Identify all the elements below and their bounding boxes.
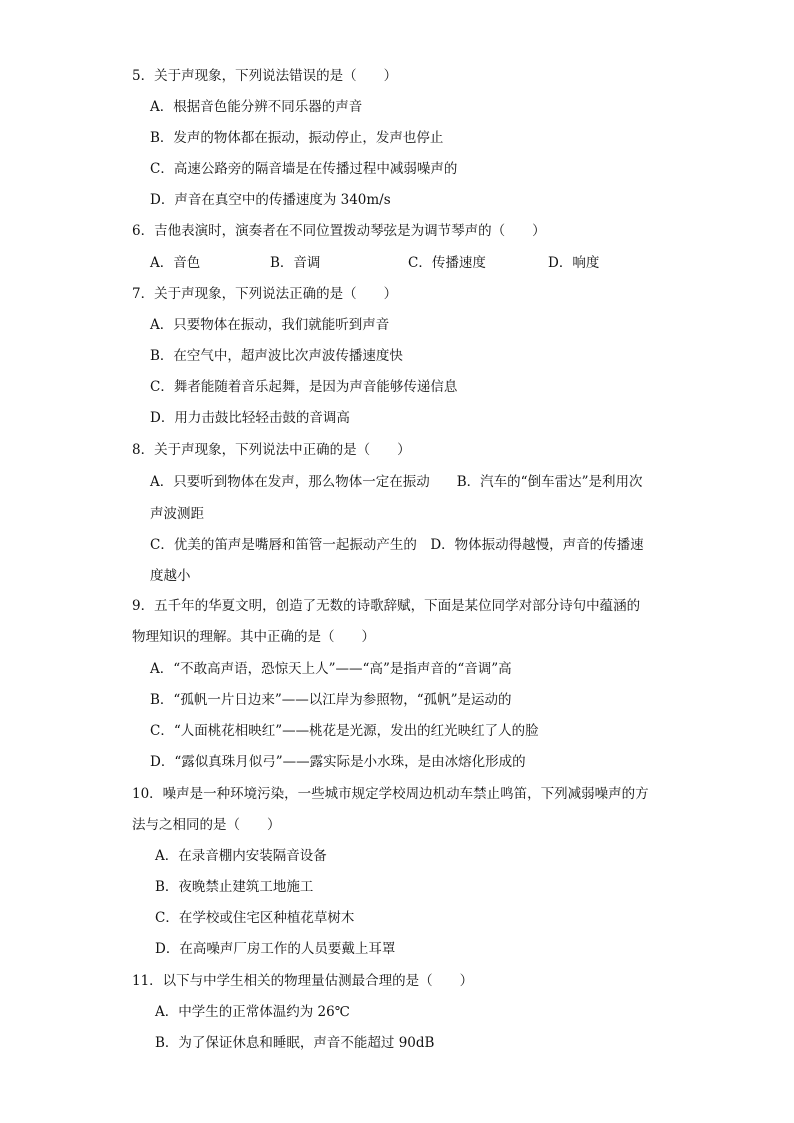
question-11-option-a: A．中学生的正常体温约为 26℃ <box>155 1004 350 1020</box>
question-9-stem-line-1: 9．五千年的华夏文明，创造了无数的诗歌辞赋，下面是某位同学对部分诗句中蕴涵的 <box>132 598 641 614</box>
question-6-option-a: A．音色 <box>150 255 201 271</box>
question-5-option-d: D．声音在真空中的传播速度为 340m/s <box>150 192 391 208</box>
question-9-option-d: D．“露似真珠月似弓”——露实际是小水珠，是由冰熔化形成的 <box>150 754 526 770</box>
question-9-option-b: B．“孤帆一片日边来”——以江岸为参照物，“孤帆”是运动的 <box>150 692 512 708</box>
question-8-options-line-3: C．优美的笛声是嘴唇和笛管一起振动产生的 D．物体振动得越慢，声音的传播速 <box>150 537 644 553</box>
question-10-option-d: D．在高噪声厂房工作的人员要戴上耳罩 <box>155 941 396 957</box>
question-11-option-b: B．为了保证休息和睡眠，声音不能超过 90dB <box>155 1035 435 1051</box>
question-6-option-b: B．音调 <box>270 255 321 271</box>
question-6-stem: 6．吉他表演时，演奏者在不同位置拨动琴弦是为调节琴声的（ ） <box>132 223 546 239</box>
question-6-option-d: D．响度 <box>548 255 600 271</box>
question-8-options-line-4: 度越小 <box>150 568 191 584</box>
question-6-option-c: C．传播速度 <box>408 255 486 271</box>
question-5-stem: 5．关于声现象，下列说法错误的是（ ） <box>132 68 398 84</box>
question-7-option-a: A．只要物体在振动，我们就能听到声音 <box>150 317 390 333</box>
question-7-option-b: B．在空气中，超声波比次声波传播速度快 <box>150 348 403 364</box>
question-10-option-a: A．在录音棚内安装隔音设备 <box>155 848 327 864</box>
question-5-option-b: B．发声的物体都在振动，振动停止，发声也停止 <box>150 130 444 146</box>
question-10-option-b: B．夜晚禁止建筑工地施工 <box>155 879 314 895</box>
question-7-option-c: C．舞者能随着音乐起舞，是因为声音能够传递信息 <box>150 379 458 395</box>
question-7-option-d: D．用力击鼓比轻轻击鼓的音调高 <box>150 410 350 426</box>
question-9-option-a: A．“不敢高声语，恐惊天上人”——“高”是指声音的“音调”高 <box>150 661 512 677</box>
question-10-option-c: C．在学校或住宅区种植花草树木 <box>155 910 355 926</box>
question-11-stem: 11．以下与中学生相关的物理量估测最合理的是（ ） <box>132 973 474 989</box>
question-10-stem-line-2: 法与之相同的是（ ） <box>132 817 281 833</box>
question-7-stem: 7．关于声现象，下列说法正确的是（ ） <box>132 286 398 302</box>
question-5-option-a: A．根据音色能分辨不同乐器的声音 <box>150 99 363 115</box>
question-9-stem-line-2: 物理知识的理解。其中正确的是（ ） <box>132 629 375 645</box>
question-8-stem: 8．关于声现象，下列说法中正确的是（ ） <box>132 442 411 458</box>
question-5-option-c: C．高速公路旁的隔音墙是在传播过程中减弱噪声的 <box>150 161 458 177</box>
question-10-stem-line-1: 10．噪声是一种环境污染，一些城市规定学校周边机动车禁止鸣笛，下列减弱噪声的方 <box>132 786 649 802</box>
question-8-options-line-2: 声波测距 <box>150 506 204 522</box>
question-8-options-line-1: A．只要听到物体在发声，那么物体一定在振动 B．汽车的“倒车雷达”是利用次 <box>150 474 643 490</box>
question-9-option-c: C．“人面桃花相映红”——桃花是光源，发出的红光映红了人的脸 <box>150 723 539 739</box>
